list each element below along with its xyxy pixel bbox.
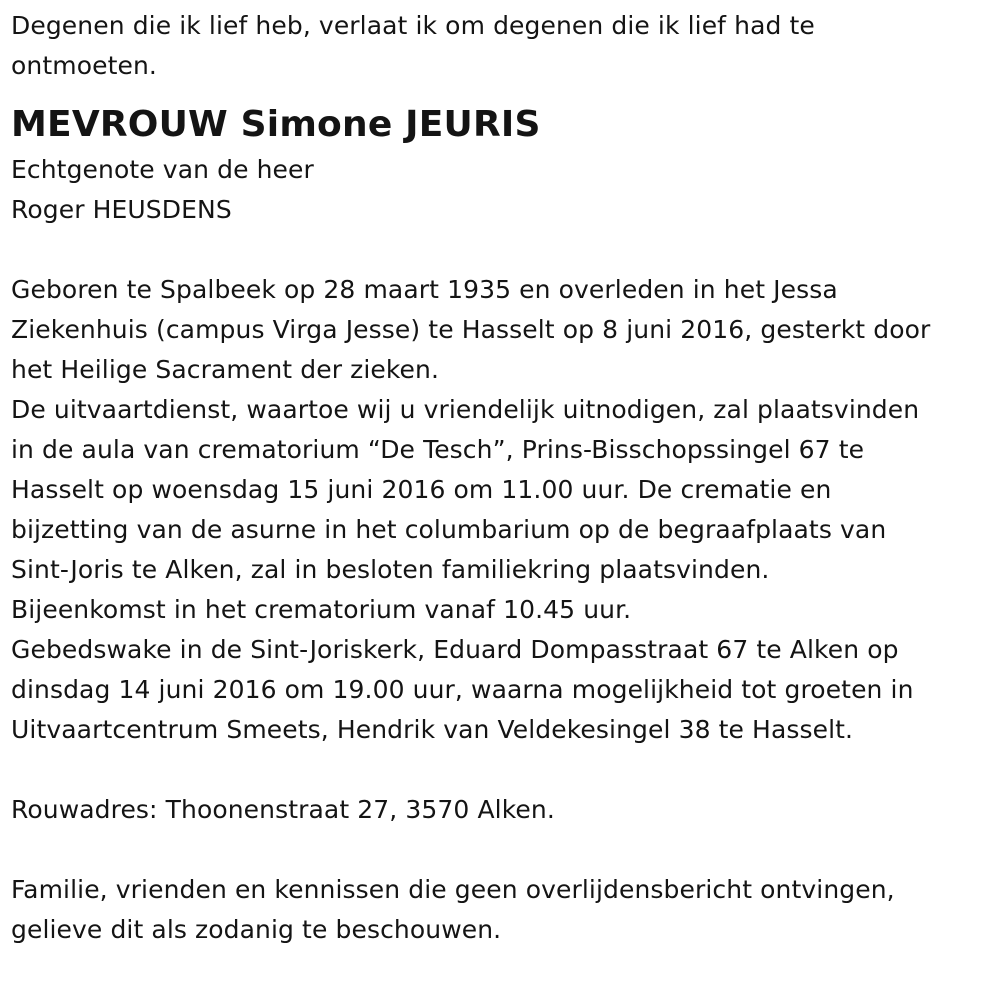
details-line: in de aula van crematorium “De Tesch”, Prins-Bisschopssingel 67 te bbox=[11, 435, 865, 464]
quote-block bbox=[11, 6, 986, 86]
details-line: Sint-Joris te Alken, zal in besloten familiekring plaatsvinden. bbox=[11, 555, 770, 584]
details-line: Uitvaartcentrum Smeets, Hendrik van Veldekesingel 38 te Hasselt. bbox=[11, 715, 854, 744]
paragraph-gap bbox=[11, 750, 986, 790]
deceased-name-title: MEVROUW Simone JEURIS bbox=[11, 104, 541, 145]
spouse-block bbox=[11, 150, 986, 230]
paragraph-gap bbox=[11, 230, 986, 270]
details-line: De uitvaartdienst, waartoe wij u vriendelijk uitnodigen, zal plaatsvinden bbox=[11, 395, 920, 424]
closing-line: gelieve dit als zodanig te beschouwen. bbox=[11, 915, 502, 944]
closing-line: Familie, vrienden en kennissen die geen overlijdensbericht ontvingen, bbox=[11, 875, 895, 904]
mourning-address: Rouwadres: Thoonenstraat 27, 3570 Alken. bbox=[11, 795, 555, 824]
details-line: bijzetting van de asurne in het columbarium op de begraafplaats van bbox=[11, 515, 887, 544]
details-line: Hasselt op woensdag 15 juni 2016 om 11.00 uur. De crematie en bbox=[11, 475, 832, 504]
details-line: Geboren te Spalbeek op 28 maart 1935 en overleden in het Jessa bbox=[11, 275, 838, 304]
closing-block bbox=[11, 870, 986, 950]
details-line: het Heilige Sacrament der zieken. bbox=[11, 355, 440, 384]
spouse-name: Roger HEUSDENS bbox=[11, 195, 232, 224]
paragraph-gap bbox=[11, 830, 986, 870]
quote-line: ontmoeten. bbox=[11, 51, 157, 80]
spouse-line: Echtgenote van de heer bbox=[11, 155, 314, 184]
details-block bbox=[11, 270, 986, 750]
obituary-document bbox=[11, 6, 986, 950]
details-line: Ziekenhuis (campus Virga Jesse) te Hasselt op 8 juni 2016, gesterkt door bbox=[11, 315, 931, 344]
details-line: Gebedswake in de Sint-Joriskerk, Eduard Dompasstraat 67 te Alken op bbox=[11, 635, 899, 664]
details-line: Bijeenkomst in het crematorium vanaf 10.45 uur. bbox=[11, 595, 632, 624]
details-line: dinsdag 14 juni 2016 om 19.00 uur, waarna mogelijkheid tot groeten in bbox=[11, 675, 914, 704]
quote-line: Degenen die ik lief heb, verlaat ik om degenen die ik lief had te bbox=[11, 11, 815, 40]
